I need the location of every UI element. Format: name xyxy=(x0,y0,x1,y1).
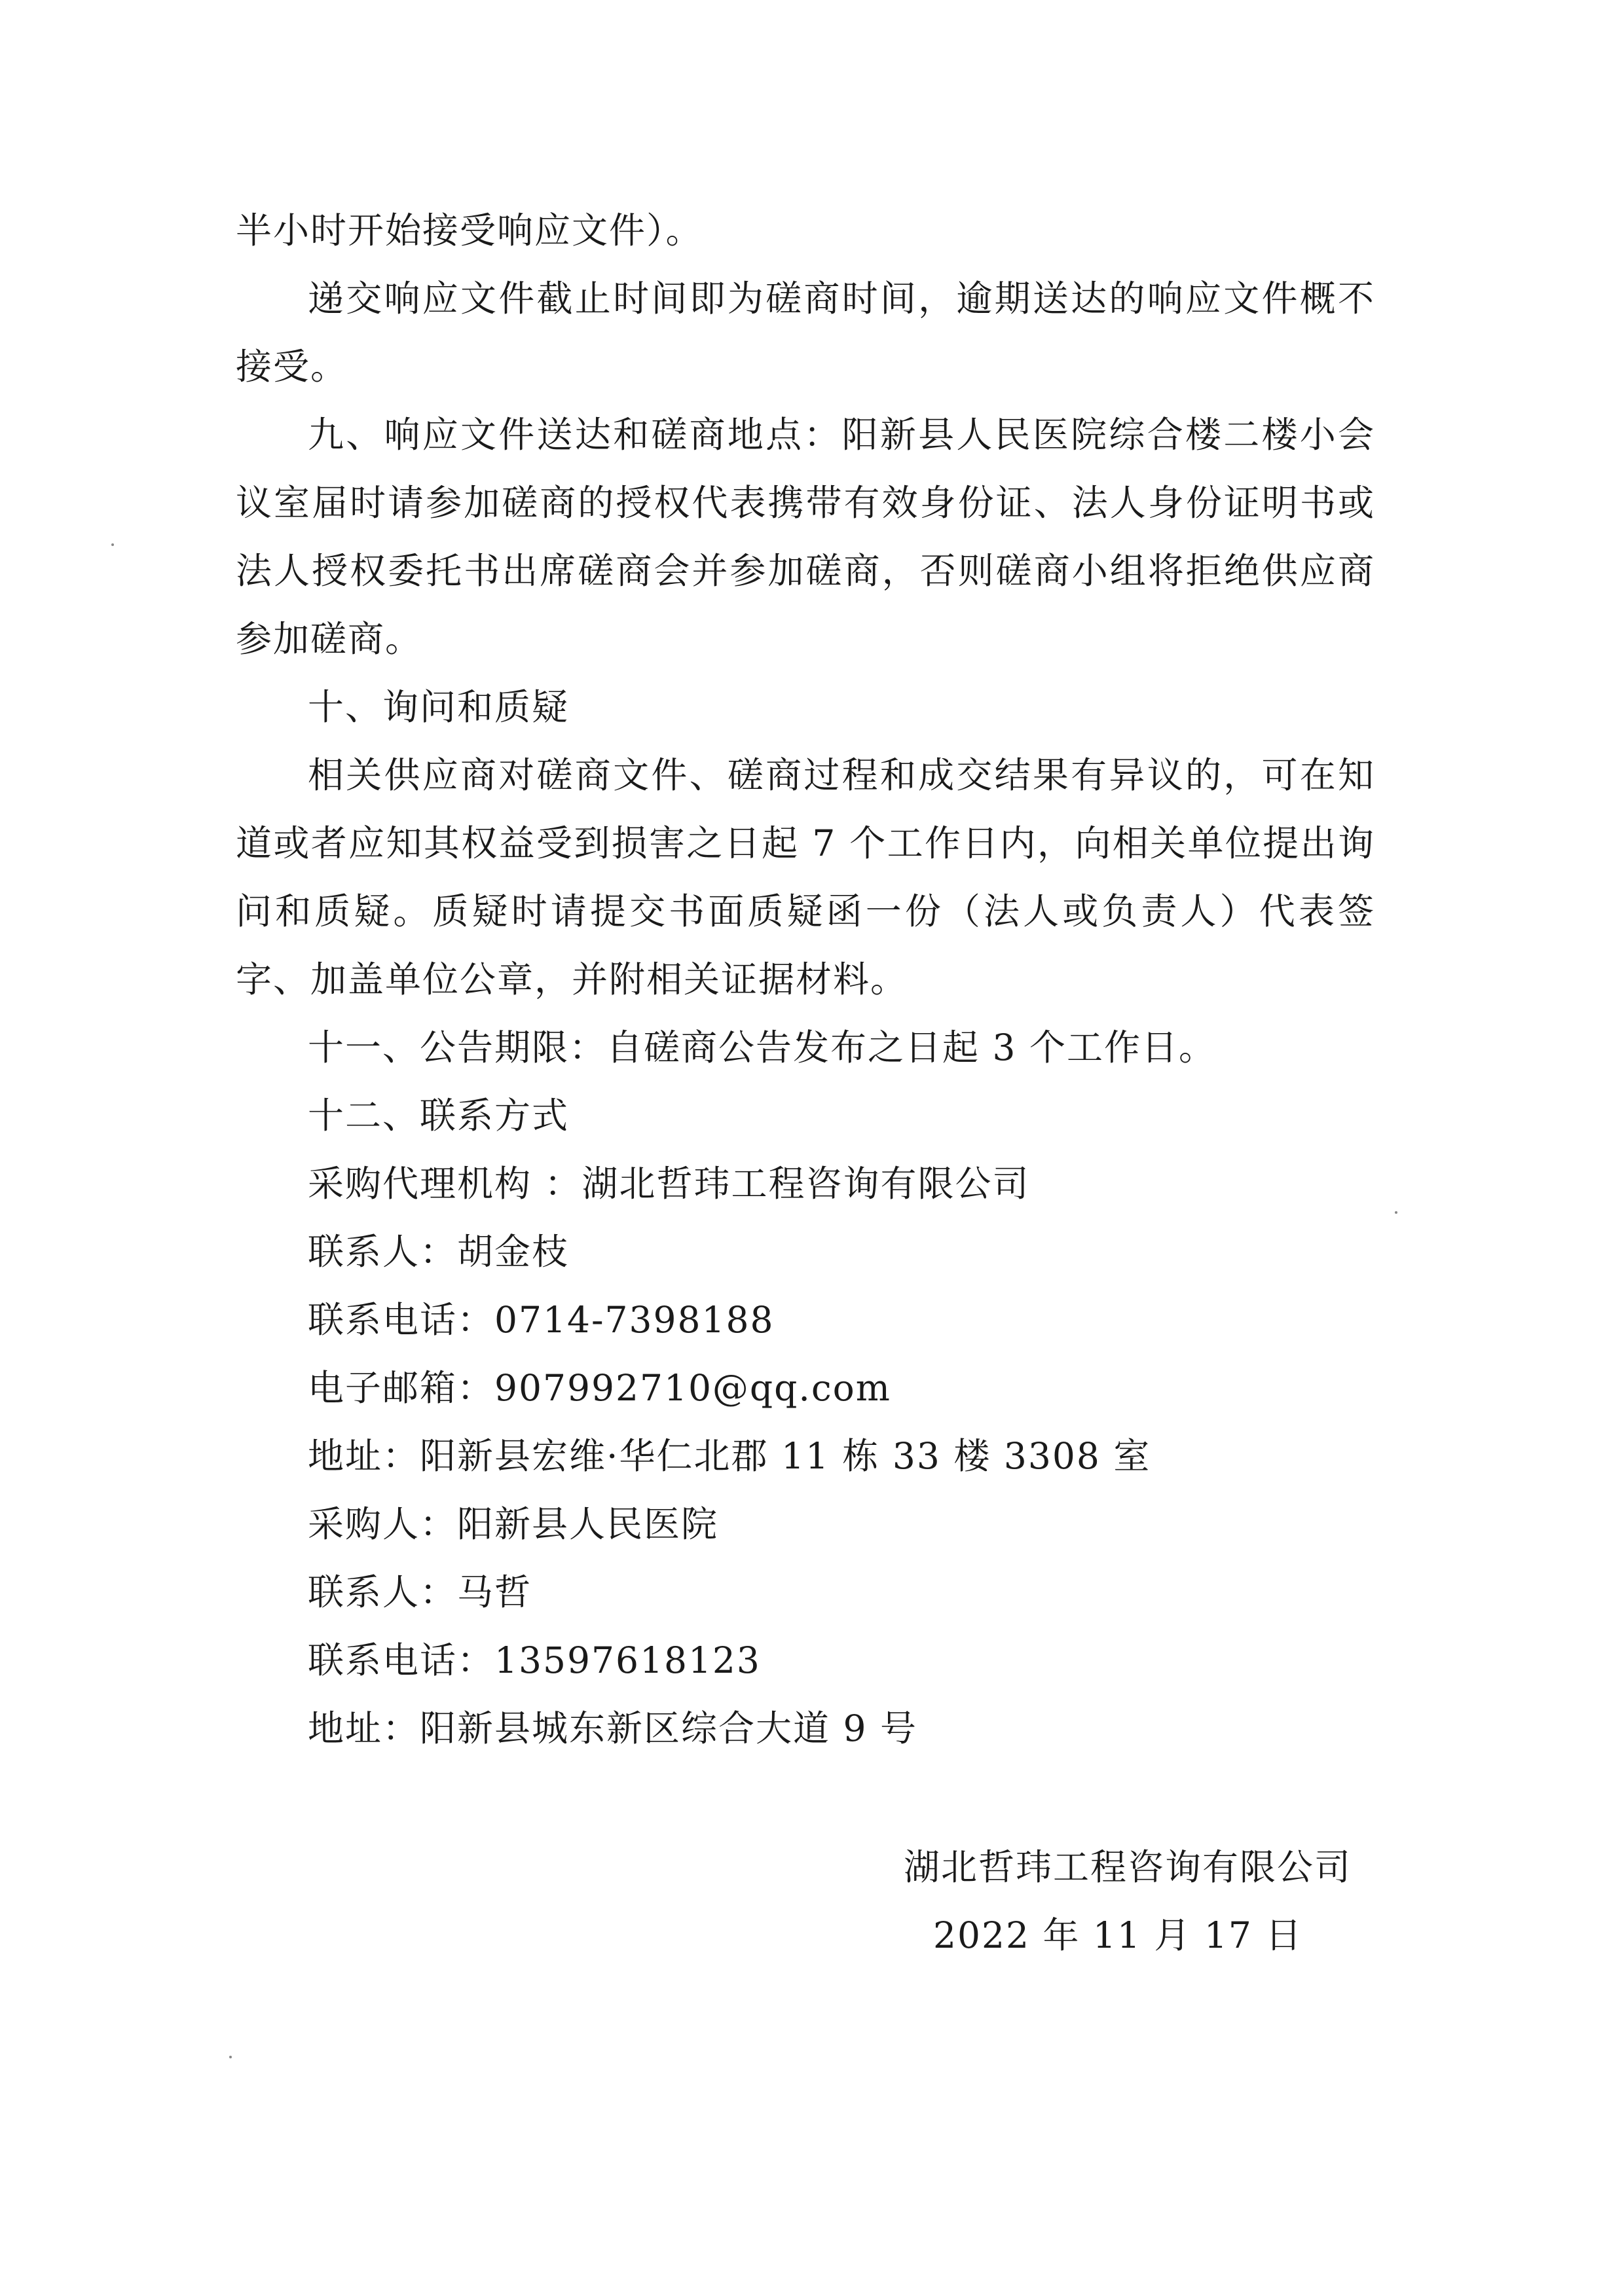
contact-purchaser-address: 地址：阳新县城东新区综合大道 9 号 xyxy=(308,1707,917,1749)
contact-agency: 采购代理机构 ：湖北哲玮工程咨询有限公司 xyxy=(308,1163,1030,1205)
paragraph-continuation: 半小时开始接受响应文件）。 xyxy=(236,210,703,251)
contact-agency-phone: 联系电话：0714-7398188 xyxy=(308,1299,775,1341)
contact-purchaser: 采购人：阳新县人民医院 xyxy=(308,1503,719,1545)
section-heading-contact: 十二、联系方式 xyxy=(308,1095,570,1137)
contact-purchaser-phone: 联系电话：13597618123 xyxy=(308,1639,761,1681)
signature-date: 2022 年 11 月 17 日 xyxy=(933,1914,1303,1956)
paragraph-notice-period: 十一、公告期限：自磋商公告发布之日起 3 个工作日。 xyxy=(308,1027,1216,1068)
contact-agency-address: 地址：阳新县宏维·华仁北郡 11 栋 33 楼 3308 室 xyxy=(308,1435,1151,1477)
scan-speck xyxy=(111,543,114,546)
document-body xyxy=(236,196,1375,1762)
scan-speck xyxy=(229,2056,232,2058)
contact-agency-email: 电子邮箱：907992710@qq.com xyxy=(308,1367,891,1409)
contact-purchaser-person: 联系人：马哲 xyxy=(308,1571,532,1613)
scan-speck xyxy=(1395,1211,1397,1214)
paragraph-inquiry: 相关供应商对磋商文件、磋商过程和成交结果有异议的，可在知道或者应知其权益受到损害之日起 7 个工作日内，向相关单位提出询问和质疑。质疑时请提交书面质疑函一份（法人或负责人）代表签字、加盖单位公章，并附相关证据材料。 xyxy=(236,754,1375,1000)
contact-agency-person: 联系人：胡金枝 xyxy=(308,1231,570,1273)
paragraph-deadline: 递交响应文件截止时间即为磋商时间，逾期送达的响应文件概不接受。 xyxy=(236,278,1375,388)
signature-organization: 湖北哲玮工程咨询有限公司 xyxy=(904,1846,1352,1888)
section-heading-inquiry: 十、询问和质疑 xyxy=(308,686,570,728)
paragraph-location: 九、响应文件送达和磋商地点：阳新县人民医院综合楼二楼小会议室届时请参加磋商的授权代表携带有效身份证、法人身份证明书或法人授权委托书出席磋商会并参加磋商，否则磋商小组将拒绝供应商参加磋商。 xyxy=(236,414,1375,660)
